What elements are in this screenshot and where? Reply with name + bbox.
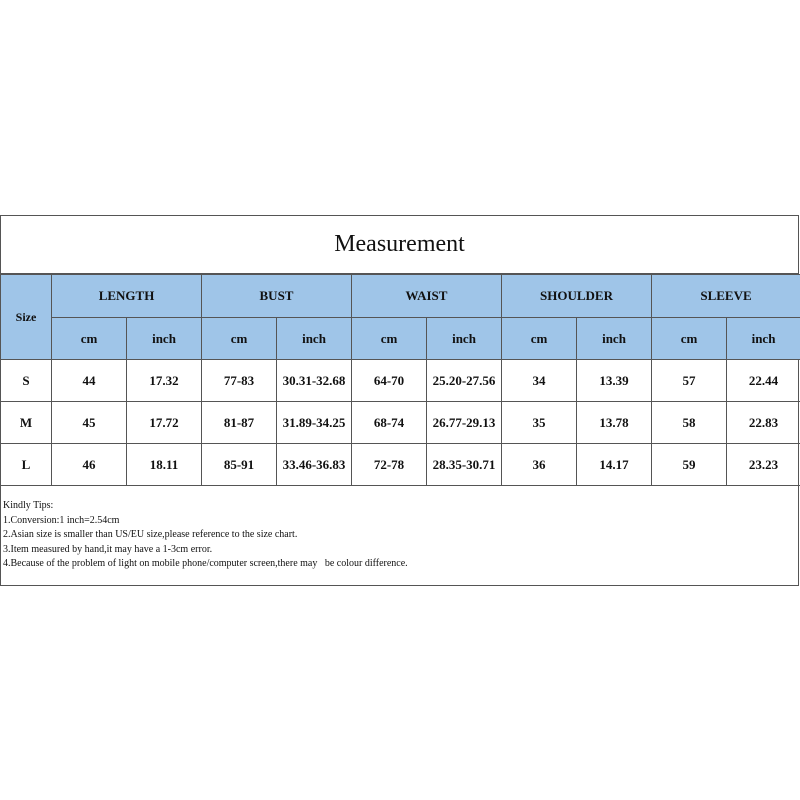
unit-header-cm: cm (502, 318, 577, 360)
table-cell: 59 (652, 444, 727, 486)
unit-header-cm: cm (652, 318, 727, 360)
table-cell: 72-78 (352, 444, 427, 486)
chart-title: Measurement (1, 216, 798, 274)
unit-header-cm: cm (52, 318, 127, 360)
table-cell: 28.35-30.71 (427, 444, 502, 486)
group-header-length: LENGTH (52, 275, 202, 318)
table-cell: 44 (52, 360, 127, 402)
table-cell: 31.89-34.25 (277, 402, 352, 444)
row-size-label: S (1, 360, 52, 402)
unit-header-inch: inch (577, 318, 652, 360)
table-cell: 23.23 (727, 444, 800, 486)
tip-line: 4.Because of the problem of light on mobile phone/computer screen,there may be colour difference. (3, 558, 408, 569)
unit-header-inch: inch (277, 318, 352, 360)
table-cell: 57 (652, 360, 727, 402)
table-cell: 13.78 (577, 402, 652, 444)
table-cell: 64-70 (352, 360, 427, 402)
table-cell: 45 (52, 402, 127, 444)
unit-header-inch: inch (727, 318, 800, 360)
table-cell: 34 (502, 360, 577, 402)
size-header: Size (1, 275, 52, 360)
table-cell: 68-74 (352, 402, 427, 444)
table-row (1, 360, 800, 402)
table-cell: 35 (502, 402, 577, 444)
row-size-label: L (1, 444, 52, 486)
group-header-bust: BUST (202, 275, 352, 318)
unit-header-inch: inch (427, 318, 502, 360)
group-header-waist: WAIST (352, 275, 502, 318)
table-cell: 33.46-36.83 (277, 444, 352, 486)
tip-line: 1.Conversion:1 inch=2.54cm (3, 514, 120, 526)
table-row (1, 402, 800, 444)
table-cell: 77-83 (202, 360, 277, 402)
group-header-shoulder: SHOULDER (502, 275, 652, 318)
table-cell: 81-87 (202, 402, 277, 444)
table-cell: 46 (52, 444, 127, 486)
unit-header-inch: inch (127, 318, 202, 360)
table-cell: 58 (652, 402, 727, 444)
table-cell: 13.39 (577, 360, 652, 402)
unit-header-cm: cm (352, 318, 427, 360)
group-header-sleeve: SLEEVE (652, 275, 800, 318)
table-cell: 25.20-27.56 (427, 360, 502, 402)
tips-heading: Kindly Tips: (3, 500, 54, 511)
table-cell: 17.32 (127, 360, 202, 402)
tip-line: 2.Asian size is smaller than US/EU size,please reference to the size chart. (3, 529, 298, 540)
unit-header-cm: cm (202, 318, 277, 360)
size-table (0, 274, 800, 486)
header-row-groups (1, 275, 800, 318)
row-size-label: M (1, 402, 52, 444)
table-cell: 85-91 (202, 444, 277, 486)
table-cell: 14.17 (577, 444, 652, 486)
header-row-units (1, 318, 800, 360)
table-cell: 17.72 (127, 402, 202, 444)
table-cell: 18.11 (127, 444, 202, 486)
table-cell: 30.31-32.68 (277, 360, 352, 402)
kindly-tips (1, 486, 798, 572)
tip-line: 3.Item measured by hand,it may have a 1-3cm error. (3, 543, 213, 555)
table-cell: 26.77-29.13 (427, 402, 502, 444)
size-chart (0, 215, 799, 586)
table-cell: 36 (502, 444, 577, 486)
table-cell: 22.83 (727, 402, 800, 444)
table-cell: 22.44 (727, 360, 800, 402)
table-row (1, 444, 800, 486)
